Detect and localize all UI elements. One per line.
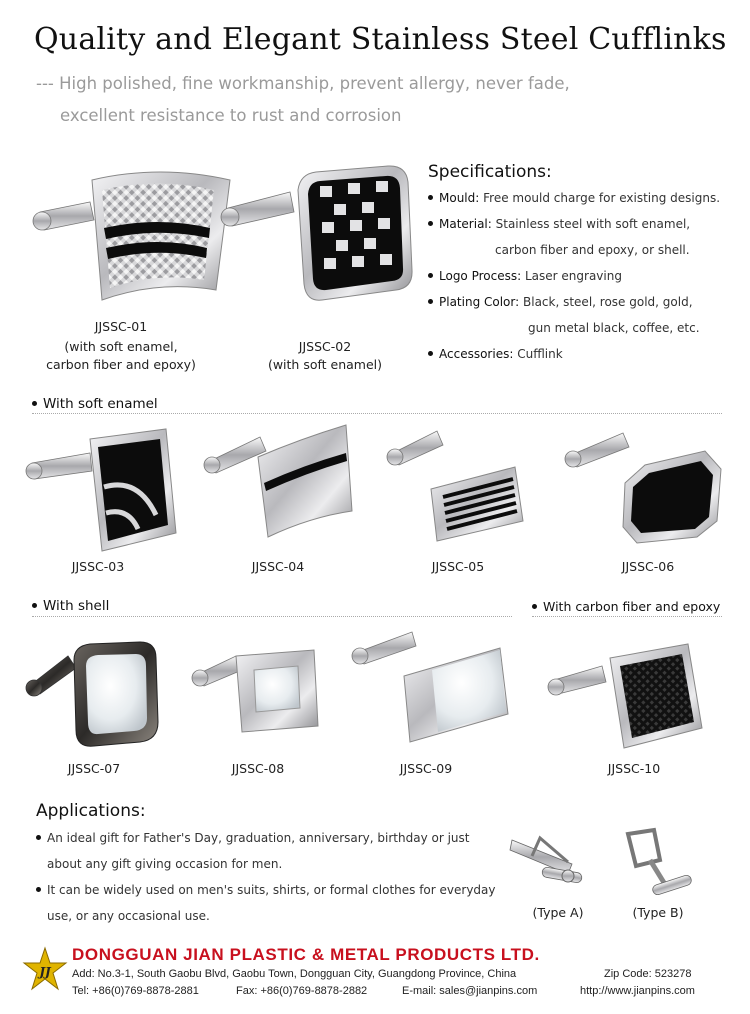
company-address: Add: No.3-1, South Gaobu Blvd, Gaobu Town, Dongguan City, Guangdong Province, China — [72, 968, 517, 980]
company-zip-code: Zip Code: 523278 — [604, 968, 692, 980]
product-code-jjssc-02: JJSSC-02 — [298, 339, 352, 354]
backing-type-a-label: (Type A) — [532, 905, 584, 920]
company-name: DONGGUAN JIAN PLASTIC & METAL PRODUCTS LTD. — [72, 945, 540, 964]
company-fax: Fax: +86(0)769-8878-2882 — [236, 985, 368, 997]
section-heading-soft-enamel: With soft enamel — [32, 396, 158, 412]
cufflink-jjssc-01-image — [30, 150, 220, 320]
product-code-jjssc-03: JJSSC-03 — [71, 559, 125, 574]
product-desc-jjssc-02: (with soft enamel) — [267, 357, 383, 372]
applications-title: Applications: — [36, 801, 146, 821]
spec-accessories: Accessories: Cufflink — [428, 347, 563, 361]
product-code-jjssc-01: JJSSC-01 — [94, 319, 148, 334]
backing-type-b-image — [620, 826, 710, 906]
backing-type-b-label: (Type B) — [632, 905, 684, 920]
company-telephone: Tel: +86(0)769-8878-2881 — [72, 985, 199, 997]
application-item-1: An ideal gift for Father's Day, graduation, anniversary, birthday or just — [36, 831, 469, 845]
cufflink-jjssc-10-image — [550, 624, 720, 754]
section-heading-shell: With shell — [32, 598, 109, 614]
company-logo-text: JJ — [39, 965, 51, 979]
spec-plating-color-cont: gun metal black, coffee, etc. — [528, 321, 700, 335]
application-item-2: It can be widely used on men's suits, shirts, or formal clothes for everyday — [36, 883, 496, 897]
subtitle-line-2: excellent resistance to rust and corrosion — [60, 106, 402, 125]
product-desc-jjssc-01-line2: carbon fiber and epoxy) — [46, 357, 196, 372]
product-code-jjssc-05: JJSSC-05 — [431, 559, 485, 574]
cufflink-jjssc-07-image — [28, 628, 178, 758]
spec-logo-process: Logo Process: Laser engraving — [428, 269, 622, 283]
spec-mould: Mould: Free mould charge for existing designs. — [428, 191, 720, 205]
application-item-1-cont: about any gift giving occasion for men. — [47, 857, 283, 871]
product-code-jjssc-06: JJSSC-06 — [621, 559, 675, 574]
company-website[interactable]: http://www.jianpins.com — [580, 985, 695, 997]
spec-material-cont: carbon fiber and epoxy, or shell. — [495, 243, 690, 257]
subtitle-line-1: --- High polished, fine workmanship, prevent allergy, never fade, — [36, 74, 570, 93]
spec-plating-color: Plating Color: Black, steel, rose gold, gold, — [428, 295, 693, 309]
cufflink-jjssc-06-image — [565, 425, 725, 555]
company-email[interactable]: E-mail: sales@jianpins.com — [402, 985, 538, 997]
section-heading-carbon: With carbon fiber and epoxy — [532, 599, 720, 614]
section-divider-carbon — [532, 616, 722, 617]
product-desc-jjssc-01-line1: (with soft enamel, — [64, 339, 178, 354]
cufflink-jjssc-04-image — [200, 425, 360, 555]
section-divider-soft-enamel — [32, 413, 722, 414]
cufflink-jjssc-02-image — [220, 160, 420, 330]
page-title: Quality and Elegant Stainless Steel Cufflinks — [34, 22, 727, 57]
cufflink-jjssc-03-image — [28, 425, 178, 555]
specifications-title: Specifications: — [428, 162, 552, 182]
product-code-jjssc-08: JJSSC-08 — [231, 761, 285, 776]
spec-material: Material: Stainless steel with soft enamel, — [428, 217, 690, 231]
company-logo — [22, 946, 68, 992]
cufflink-jjssc-08-image — [192, 628, 342, 758]
cufflink-jjssc-09-image — [352, 624, 522, 754]
product-code-jjssc-07: JJSSC-07 — [67, 761, 121, 776]
cufflink-jjssc-05-image — [385, 425, 535, 555]
product-code-jjssc-04: JJSSC-04 — [251, 559, 305, 574]
product-code-jjssc-10: JJSSC-10 — [607, 761, 661, 776]
section-divider-shell — [32, 616, 512, 617]
backing-type-a-image — [506, 826, 596, 906]
product-code-jjssc-09: JJSSC-09 — [399, 761, 453, 776]
application-item-2-cont: use, or any occasional use. — [47, 909, 210, 923]
